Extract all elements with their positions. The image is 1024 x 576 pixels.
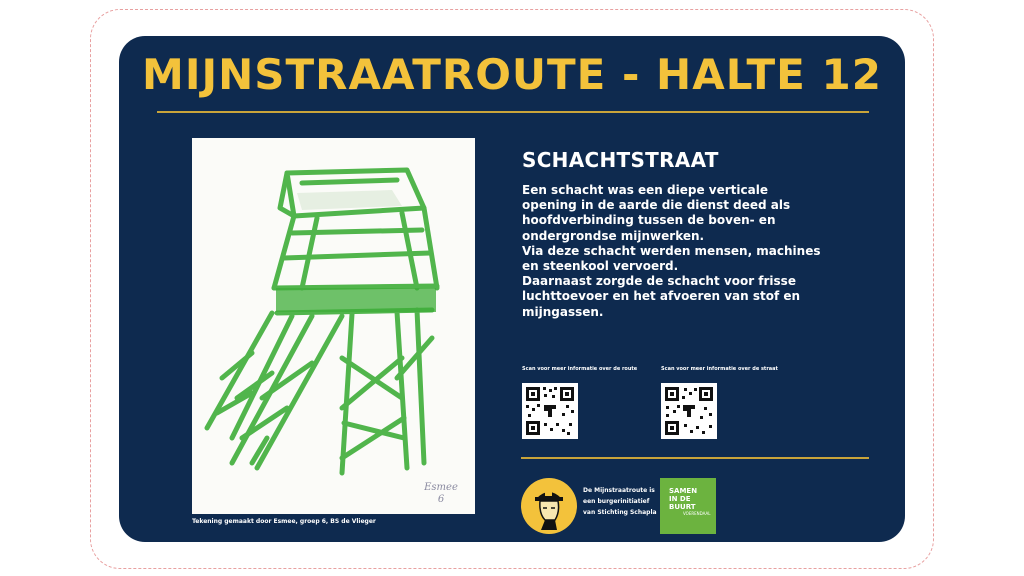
samen-logo-subtitle: VOERENDAAL (683, 511, 711, 516)
description-line: luchttoevoer en het afvoeren van stof en (522, 289, 801, 304)
title-divider (157, 111, 869, 113)
street-heading: SCHACHTSTRAAT (522, 148, 719, 172)
footer-divider (521, 457, 869, 459)
samen-in-de-buurt-logo (660, 478, 716, 534)
initiative-credit (583, 485, 657, 518)
qr-code-route[interactable] (522, 383, 578, 439)
qr-route-label: Scan voor meer informatie over de route (522, 366, 638, 372)
qr-street-label: Scan voor meer informatie over de straat (661, 366, 778, 372)
samen-logo-line: SAMEN (669, 487, 698, 495)
description-line: Daarnaast zorgde de schacht voor frisse (522, 274, 796, 289)
samen-logo-line: IN DE (669, 495, 691, 503)
description-line: Via deze schacht werden mensen, machines (522, 243, 821, 258)
description-line: opening in de aarde die dienst deed als (522, 198, 791, 213)
credit-line: van Stichting Schapla (583, 509, 657, 516)
qr-code-street[interactable] (661, 383, 717, 439)
samen-logo-line: BUURT (669, 503, 696, 511)
description-line: Een schacht was een diepe verticale (522, 183, 768, 197)
qr-code-icon (661, 383, 717, 439)
description-line: mijngassen. (522, 304, 604, 319)
qr-code-icon (522, 383, 578, 439)
credit-line: een burgerinitiatief (583, 498, 650, 505)
description-line: en steenkool vervoerd. (522, 259, 679, 274)
drawing-caption: Tekening gemaakt door Esmee, groep 6, BS de Vlieger (192, 518, 376, 525)
description-text (522, 183, 868, 320)
mijnstraatroute-logo (521, 478, 577, 534)
page-title: MIJNSTRAATROUTE - HALTE 12 (142, 50, 882, 99)
child-drawing (192, 138, 475, 514)
headframe-drawing-icon (192, 138, 475, 514)
description-line: ondergrondse mijnwerken. (522, 228, 705, 243)
credit-line: De Mijnstraatroute is (583, 487, 655, 494)
drawing-signature: Esmee 6 (424, 482, 458, 505)
miner-icon (521, 478, 577, 534)
description-line: hoofdverbinding tussen de boven- en (522, 213, 776, 228)
